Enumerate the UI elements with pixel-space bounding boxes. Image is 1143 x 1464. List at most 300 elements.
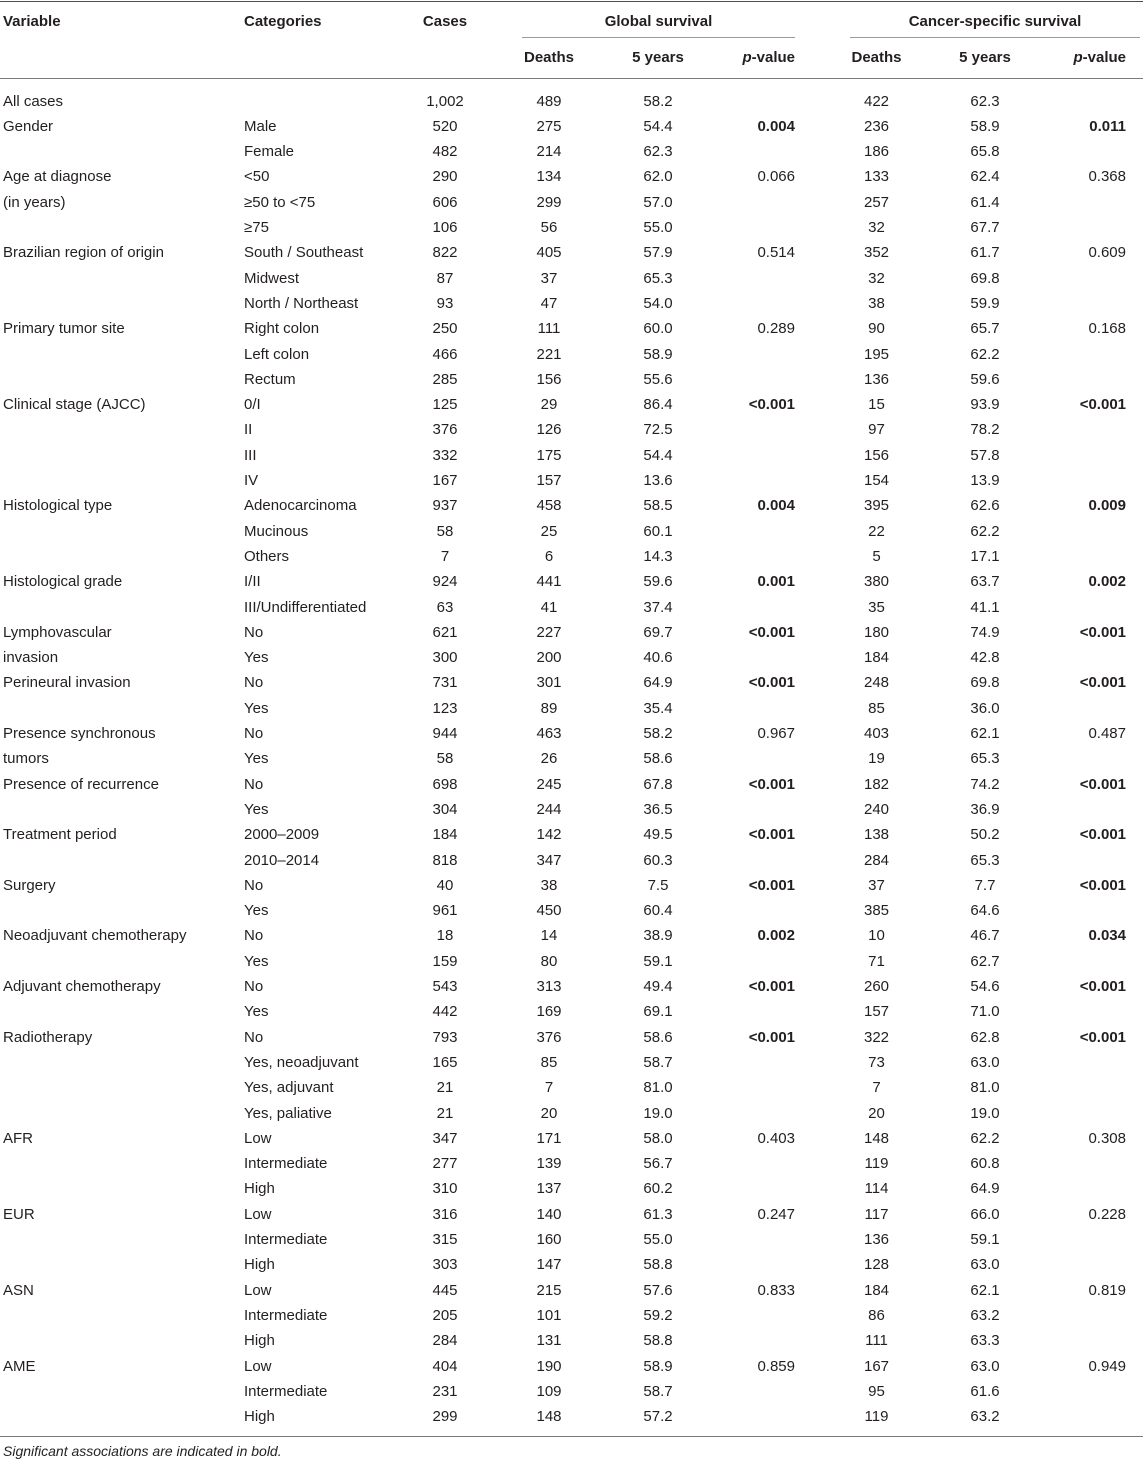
row-category: Right colon [244, 320, 320, 338]
row-cancer-deaths: 186 [863, 143, 890, 161]
row-cancer-5years: 69.8 [970, 674, 1000, 692]
header-cancer-deaths: Deaths [851, 49, 902, 66]
table-row [0, 696, 1143, 721]
row-category: No [244, 725, 264, 742]
row-cases: 376 [432, 421, 458, 439]
row-global-pvalue: 0.002 [757, 927, 795, 945]
row-global-deaths: 25 [540, 522, 558, 540]
row-global-5years: 55.6 [643, 370, 673, 388]
row-cancer-5years: 62.2 [970, 1129, 1000, 1147]
row-cancer-5years: 54.6 [970, 978, 1000, 995]
row-cancer-pvalue: <0.001 [1079, 1028, 1126, 1046]
row-category: No [244, 876, 264, 894]
row-variable: Histological grade [3, 573, 123, 591]
row-global-deaths: 190 [536, 1357, 562, 1375]
row-cancer-pvalue: 0.308 [1088, 1129, 1126, 1147]
row-variable: Presence synchronous [3, 725, 156, 742]
row-cancer-5years: 78.2 [970, 421, 1000, 439]
table-row [0, 1227, 1143, 1252]
row-variable: Treatment period [3, 826, 117, 844]
row-global-deaths: 200 [536, 649, 562, 667]
row-global-deaths: 26 [540, 750, 558, 768]
row-cancer-deaths: 114 [864, 1180, 889, 1198]
row-global-pvalue: 0.833 [757, 1281, 795, 1299]
row-cancer-deaths: 395 [863, 497, 890, 515]
row-cancer-deaths: 37 [868, 876, 885, 894]
row-cancer-5years: 66.0 [970, 1205, 1000, 1223]
row-global-deaths: 175 [536, 446, 562, 464]
row-cases: 40 [436, 876, 454, 894]
row-cases: 18 [436, 927, 454, 945]
row-cancer-5years: 61.4 [970, 193, 1000, 211]
row-variable: Clinical stage (AJCC) [3, 396, 146, 414]
row-category: Rectum [244, 370, 296, 388]
row-category: III [244, 446, 257, 464]
row-global-5years: 58.2 [643, 92, 673, 110]
row-variable: Adjuvant chemotherapy [3, 978, 161, 995]
row-cancer-5years: 36.0 [970, 699, 1000, 717]
row-category: No [244, 927, 264, 945]
header-cases: Cases [422, 13, 468, 30]
row-cases: 159 [432, 952, 458, 970]
row-cancer-deaths: 422 [863, 92, 890, 110]
table-row [0, 1202, 1143, 1227]
row-global-deaths: 109 [536, 1382, 562, 1400]
table-row [0, 1151, 1143, 1176]
row-global-5years: 54.0 [643, 294, 673, 312]
row-global-5years: 54.4 [643, 117, 673, 135]
row-global-5years: 49.5 [643, 826, 673, 844]
row-global-5years: 58.8 [643, 1332, 673, 1350]
row-cancer-deaths: 38 [868, 294, 885, 312]
row-category: 2000–2009 [244, 826, 320, 844]
row-cancer-deaths: 86 [868, 1306, 885, 1324]
row-cancer-5years: 63.2 [970, 1306, 1000, 1324]
row-global-deaths: 450 [536, 902, 562, 920]
table-row [0, 1101, 1143, 1126]
row-category: Low [244, 1357, 272, 1375]
row-cases: 125 [432, 396, 458, 414]
row-category: Yes [244, 800, 269, 818]
row-cases: 606 [432, 193, 458, 211]
row-global-deaths: 29 [540, 396, 558, 414]
table-row [0, 1025, 1143, 1050]
header-global-survival: Global survival [604, 13, 713, 30]
row-cancer-deaths: 97 [868, 421, 885, 439]
row-cancer-deaths: 32 [868, 219, 885, 236]
row-category: Intermediate [244, 1306, 328, 1324]
row-global-pvalue: <0.001 [748, 826, 795, 844]
row-global-deaths: 80 [540, 952, 558, 970]
row-cancer-deaths: 71 [868, 952, 885, 970]
row-global-5years: 59.1 [643, 952, 673, 970]
row-cancer-deaths: 184 [863, 1281, 890, 1299]
row-global-deaths: 169 [536, 1003, 562, 1021]
row-category: Yes, paliative [244, 1104, 332, 1122]
row-category: III/Undifferentiated [244, 598, 367, 616]
row-cancer-deaths: 240 [863, 800, 890, 818]
row-cancer-deaths: 22 [868, 522, 885, 540]
row-cancer-5years: 62.8 [970, 1028, 1000, 1046]
row-global-5years: 58.8 [643, 1256, 673, 1274]
row-cancer-5years: 17.1 [970, 547, 1000, 565]
row-cases: 93 [436, 294, 454, 312]
row-cases: 106 [432, 219, 458, 236]
row-cases: 299 [432, 1408, 458, 1426]
row-global-deaths: 347 [536, 851, 562, 869]
row-cancer-pvalue: 0.368 [1088, 168, 1126, 186]
row-global-deaths: 171 [536, 1129, 562, 1147]
row-category: 2010–2014 [244, 851, 320, 869]
row-global-5years: 59.6 [643, 573, 673, 591]
row-cases: 304 [432, 800, 458, 818]
table-row [0, 1354, 1143, 1379]
row-variable: Neoadjuvant chemotherapy [3, 927, 187, 945]
row-global-deaths: 126 [536, 421, 562, 439]
global-survival-underline [522, 37, 795, 38]
row-global-deaths: 458 [536, 497, 562, 515]
row-global-5years: 38.9 [643, 927, 673, 945]
row-global-deaths: 38 [540, 876, 558, 894]
table-row [0, 746, 1143, 771]
row-global-pvalue: 0.289 [757, 320, 795, 338]
table-row [0, 468, 1143, 493]
row-cancer-5years: 60.8 [970, 1155, 1000, 1173]
row-cancer-pvalue: <0.001 [1079, 876, 1126, 894]
header-global-pvalue [742, 49, 795, 66]
table-row [0, 797, 1143, 822]
row-global-deaths: 140 [536, 1205, 562, 1223]
row-cancer-deaths: 128 [863, 1256, 890, 1274]
row-global-pvalue: <0.001 [748, 1028, 795, 1046]
header-cancer-5years: 5 years [959, 49, 1011, 66]
row-cancer-deaths: 95 [868, 1382, 885, 1400]
table-row [0, 873, 1143, 898]
row-global-deaths: 56 [540, 219, 558, 236]
table-row [0, 569, 1143, 594]
row-variable: All cases [3, 92, 64, 110]
row-global-5years: 61.3 [643, 1205, 673, 1223]
row-global-pvalue: <0.001 [748, 775, 795, 793]
row-category: Left colon [244, 345, 310, 363]
table-row [0, 949, 1143, 974]
table-row [0, 772, 1143, 797]
row-global-5years: 7.5 [647, 876, 669, 894]
table-row [0, 1126, 1143, 1151]
row-cancer-deaths: 156 [863, 446, 890, 464]
row-global-pvalue: 0.247 [757, 1205, 795, 1223]
row-category: I/II [244, 573, 261, 591]
row-cancer-deaths: 184 [863, 649, 890, 667]
row-cancer-5years: 62.3 [970, 92, 1000, 110]
row-global-deaths: 6 [544, 547, 554, 565]
row-cancer-5years: 59.9 [970, 294, 1000, 312]
row-global-deaths: 160 [536, 1231, 562, 1248]
table-row [0, 215, 1143, 240]
row-cancer-deaths: 136 [863, 1231, 890, 1248]
row-global-deaths: 245 [536, 775, 562, 793]
row-global-deaths: 131 [536, 1332, 562, 1350]
table-row [0, 595, 1143, 620]
row-global-5years: 62.3 [643, 143, 673, 161]
row-cases: 21 [436, 1104, 454, 1122]
row-cases: 445 [432, 1281, 458, 1299]
row-cancer-deaths: 119 [864, 1155, 889, 1173]
row-global-5years: 64.9 [643, 674, 673, 692]
table-row [0, 1328, 1143, 1353]
row-cancer-pvalue: <0.001 [1079, 978, 1126, 995]
row-cancer-pvalue: <0.001 [1079, 396, 1126, 414]
row-global-deaths: 47 [540, 294, 558, 312]
row-cancer-5years: 36.9 [970, 800, 1000, 818]
row-global-5years: 58.9 [643, 1357, 673, 1375]
row-cancer-5years: 71.0 [970, 1003, 1000, 1021]
row-category: Yes [244, 699, 269, 717]
row-cases: 7 [440, 547, 450, 565]
table-row [0, 974, 1143, 999]
row-category: Yes [244, 952, 269, 970]
row-variable: EUR [3, 1205, 35, 1223]
row-cases: 818 [432, 851, 458, 869]
row-category: Low [244, 1129, 272, 1147]
row-global-5years: 69.1 [643, 1003, 673, 1021]
row-global-pvalue: 0.967 [757, 725, 795, 742]
row-variable: Surgery [3, 876, 56, 894]
row-cancer-5years: 64.9 [970, 1180, 1000, 1198]
footnote: Significant associations are indicated in bold. [3, 1443, 282, 1459]
row-category: No [244, 623, 264, 641]
row-cancer-pvalue: 0.034 [1088, 927, 1126, 945]
row-category: No [244, 978, 264, 995]
row-cancer-5years: 63.0 [970, 1256, 1000, 1274]
row-variable: Gender [3, 117, 54, 135]
row-cancer-5years: 13.9 [970, 472, 1000, 489]
row-global-5years: 58.9 [643, 345, 673, 363]
table-row [0, 367, 1143, 392]
row-cases: 58 [436, 522, 454, 540]
row-variable: Brazilian region of origin [3, 244, 164, 262]
row-category: High [244, 1256, 275, 1274]
row-global-5years: 62.0 [643, 168, 673, 186]
row-global-5years: 13.6 [643, 472, 673, 489]
row-cancer-deaths: 248 [863, 674, 890, 692]
table-row [0, 822, 1143, 847]
row-cancer-5years: 63.2 [970, 1408, 1000, 1426]
row-cancer-5years: 67.7 [970, 219, 1000, 236]
row-variable: AME [3, 1357, 36, 1375]
row-cases: 167 [432, 472, 458, 489]
table-row [0, 848, 1143, 873]
row-category: North / Northeast [244, 294, 359, 312]
row-global-5years: 57.2 [643, 1408, 673, 1426]
table-row [0, 89, 1143, 114]
row-global-deaths: 139 [536, 1155, 562, 1173]
row-cases: 315 [432, 1231, 458, 1248]
table-top-rule [0, 1, 1143, 2]
row-category: Intermediate [244, 1231, 328, 1248]
row-cancer-5years: 59.1 [970, 1231, 1000, 1248]
row-global-pvalue: <0.001 [748, 623, 795, 641]
table-row [0, 1252, 1143, 1277]
row-cases: 300 [432, 649, 458, 667]
row-global-deaths: 111 [537, 320, 561, 338]
row-global-5years: 86.4 [643, 396, 673, 414]
row-cancer-5years: 63.7 [970, 573, 1000, 591]
row-cancer-5years: 46.7 [970, 927, 1000, 945]
row-cancer-deaths: 111 [865, 1332, 888, 1350]
row-cancer-5years: 65.7 [970, 320, 1000, 338]
row-cancer-5years: 64.6 [970, 902, 1000, 920]
row-cancer-pvalue: 0.228 [1088, 1205, 1126, 1223]
row-cancer-5years: 62.2 [970, 345, 1000, 363]
row-cancer-pvalue: 0.819 [1088, 1281, 1126, 1299]
table-row [0, 291, 1143, 316]
table-row [0, 519, 1143, 544]
p-suffix: -value [751, 49, 795, 66]
row-cancer-5years: 7.7 [974, 876, 996, 894]
row-category: Male [244, 117, 277, 135]
row-global-deaths: 313 [536, 978, 562, 995]
row-cases: 698 [432, 775, 458, 793]
row-category: Low [244, 1205, 272, 1223]
row-global-5years: 60.3 [643, 851, 673, 869]
row-global-deaths: 299 [536, 193, 562, 211]
row-global-pvalue: 0.066 [757, 168, 795, 186]
row-cancer-pvalue: <0.001 [1079, 623, 1126, 641]
row-global-deaths: 157 [536, 472, 562, 489]
row-cancer-deaths: 117 [864, 1205, 889, 1223]
row-cancer-5years: 81.0 [970, 1079, 1000, 1097]
row-cancer-5years: 50.2 [970, 826, 1000, 844]
row-global-5years: 49.4 [643, 978, 673, 995]
row-global-deaths: 405 [536, 244, 562, 262]
table-row [0, 417, 1143, 442]
row-cancer-pvalue: 0.011 [1089, 117, 1126, 135]
table-row [0, 1379, 1143, 1404]
row-cancer-pvalue: 0.168 [1088, 320, 1126, 338]
table-row [0, 266, 1143, 291]
row-cases: 63 [436, 598, 454, 616]
row-category: ≥75 [244, 219, 269, 236]
row-global-deaths: 142 [536, 826, 562, 844]
row-cancer-5years: 19.0 [970, 1104, 1000, 1122]
row-category: Midwest [244, 269, 300, 287]
row-variable: invasion [3, 649, 59, 667]
row-global-deaths: 156 [536, 370, 562, 388]
cancer-survival-underline [850, 37, 1140, 38]
row-global-deaths: 214 [536, 143, 562, 161]
row-category: <50 [244, 168, 270, 186]
header-global-5years: 5 years [632, 49, 684, 66]
row-cancer-5years: 42.8 [970, 649, 1000, 667]
row-cases: 442 [432, 1003, 458, 1021]
row-cases: 310 [432, 1180, 458, 1198]
table-row [0, 139, 1143, 164]
row-cases: 250 [432, 320, 458, 338]
row-global-5years: 60.2 [643, 1180, 673, 1198]
row-global-deaths: 275 [536, 117, 562, 135]
row-cancer-5years: 41.1 [970, 598, 1000, 616]
row-category: Female [244, 143, 295, 161]
row-cases: 924 [432, 573, 458, 591]
row-cases: 205 [432, 1306, 458, 1324]
row-global-5years: 67.8 [643, 775, 673, 793]
row-cancer-deaths: 257 [863, 193, 890, 211]
row-global-5years: 60.4 [643, 902, 673, 920]
row-variable: AFR [3, 1129, 33, 1147]
row-cancer-deaths: 133 [863, 168, 890, 186]
row-global-5years: 58.2 [643, 725, 673, 742]
row-category: Mucinous [244, 522, 309, 540]
row-cancer-5years: 58.9 [970, 117, 1000, 135]
row-cases: 944 [432, 725, 458, 742]
row-cancer-5years: 93.9 [970, 396, 1000, 414]
row-global-deaths: 101 [536, 1306, 562, 1324]
row-global-deaths: 41 [540, 598, 558, 616]
row-cancer-5years: 62.7 [970, 952, 1000, 970]
row-global-5years: 40.6 [643, 649, 673, 667]
row-cancer-deaths: 7 [872, 1079, 881, 1097]
row-global-deaths: 7 [544, 1079, 554, 1097]
row-category: Others [244, 547, 290, 565]
row-global-deaths: 20 [540, 1104, 558, 1122]
row-cases: 793 [432, 1028, 458, 1046]
row-cancer-deaths: 85 [868, 699, 885, 717]
row-cancer-deaths: 157 [863, 1003, 890, 1021]
table-row [0, 164, 1143, 189]
row-cancer-5years: 65.3 [970, 750, 1000, 768]
row-cancer-deaths: 10 [868, 927, 885, 945]
p-italic: p [742, 49, 752, 66]
table-row [0, 721, 1143, 746]
row-category: Adenocarcinoma [244, 497, 357, 515]
row-global-5years: 58.6 [643, 750, 673, 768]
row-category: II [244, 421, 253, 439]
row-cancer-pvalue: <0.001 [1079, 674, 1126, 692]
table-row [0, 1176, 1143, 1201]
row-cancer-5years: 62.1 [970, 725, 1000, 742]
row-global-deaths: 215 [536, 1281, 562, 1299]
row-global-deaths: 221 [536, 345, 562, 363]
table-row [0, 114, 1143, 139]
row-global-5years: 58.7 [643, 1053, 673, 1071]
row-cases: 621 [432, 623, 458, 641]
row-global-deaths: 244 [536, 800, 562, 818]
row-category: High [244, 1180, 275, 1198]
row-variable: (in years) [3, 193, 66, 211]
row-global-deaths: 89 [540, 699, 558, 717]
row-category: Yes [244, 1003, 269, 1021]
row-cases: 347 [432, 1129, 458, 1147]
row-cases: 87 [436, 269, 454, 287]
row-global-5years: 54.4 [643, 446, 673, 464]
row-global-5years: 69.7 [643, 623, 673, 641]
row-global-deaths: 134 [536, 168, 562, 186]
row-cases: 231 [432, 1382, 458, 1400]
row-cases: 285 [432, 370, 458, 388]
row-global-5years: 58.5 [643, 497, 673, 515]
header-cancer-pvalue [1073, 49, 1126, 66]
row-cancer-deaths: 180 [863, 623, 890, 641]
row-cases: 277 [432, 1155, 458, 1173]
row-global-deaths: 301 [536, 674, 562, 692]
row-cases: 404 [432, 1357, 458, 1375]
row-global-deaths: 441 [536, 573, 562, 591]
table-row [0, 316, 1143, 341]
table-row [0, 1303, 1143, 1328]
row-category: Yes [244, 649, 269, 667]
row-global-5years: 60.0 [643, 320, 673, 338]
